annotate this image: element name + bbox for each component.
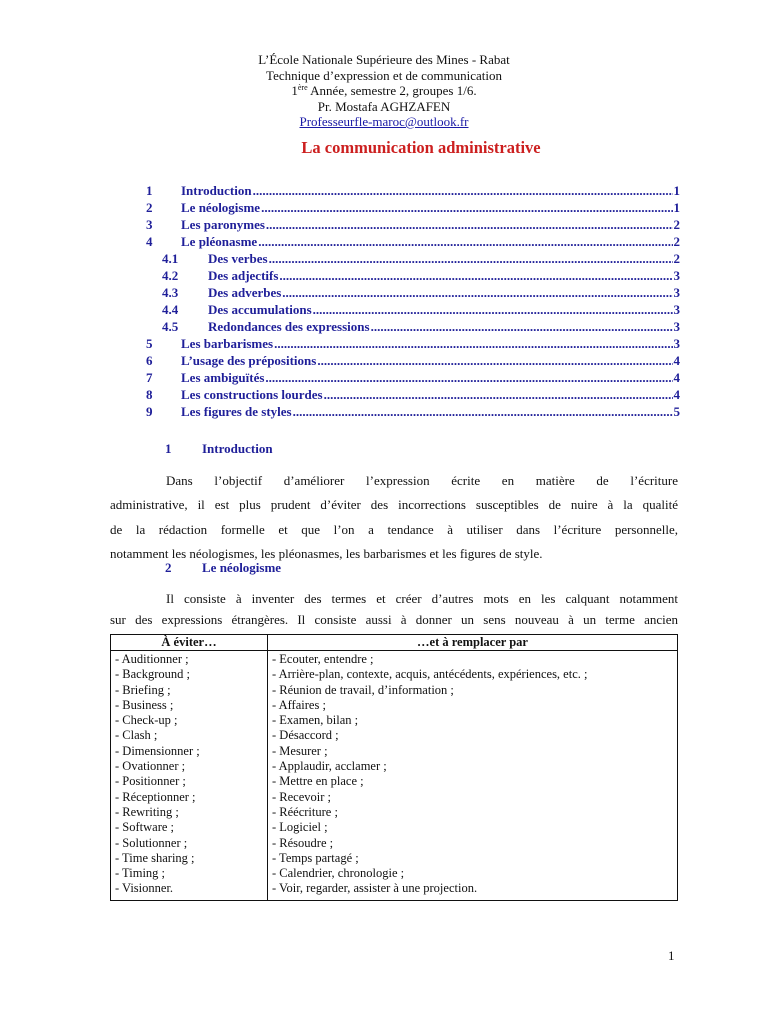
toc-number: 5: [146, 336, 153, 351]
toc-page-number: 2: [673, 217, 680, 232]
replacement-term: - Applaudir, acclamer ;: [272, 759, 387, 774]
replace-column: [268, 651, 678, 901]
toc-entry[interactable]: [146, 216, 680, 233]
toc-leader-dots: [265, 369, 672, 386]
column-header-replace: …et à remplacer par: [268, 635, 678, 651]
toc-number: 3: [146, 217, 153, 232]
toc-leader-dots: [313, 301, 673, 318]
replacement-term: - Affaires ;: [272, 697, 326, 712]
section-title: Le néologisme: [202, 560, 282, 575]
avoid-term: - Positionner ;: [115, 774, 186, 789]
replacement-term: - Désaccord ;: [272, 728, 339, 743]
section-2-heading: [165, 560, 281, 576]
replacement-term: - Logiciel ;: [272, 820, 328, 835]
toc-entry[interactable]: [146, 318, 680, 335]
toc-leader-dots: [261, 199, 672, 216]
neologism-paragraph: [110, 588, 678, 630]
toc-label: Des verbes: [208, 251, 268, 266]
avoid-term: - Rewriting ;: [115, 804, 179, 819]
replacement-term: - Mettre en place ;: [272, 774, 364, 789]
avoid-term: - Briefing ;: [115, 682, 171, 697]
paragraph-line: administrative, il est plus prudent d’éviter des incorrections susceptibles de nuire à la qualité: [110, 497, 678, 513]
toc-label: Des adjectifs: [208, 268, 279, 283]
toc-page-number: 2: [673, 251, 680, 266]
toc-number: 4.1: [162, 251, 179, 266]
document-title: La communication administrative: [301, 138, 541, 157]
toc-number: 2: [146, 200, 153, 215]
neologism-table: [110, 634, 678, 901]
avoid-term: - Dimensionner ;: [115, 743, 200, 758]
toc-leader-dots: [274, 335, 672, 352]
toc-label: Le néologisme: [181, 200, 261, 215]
toc-number: 8: [146, 387, 153, 402]
toc-entry[interactable]: [146, 182, 680, 199]
toc-page-number: 1: [673, 200, 680, 215]
toc-number: 4: [146, 234, 153, 249]
toc-entry[interactable]: [146, 199, 680, 216]
replacement-term: - Voir, regarder, assister à une projection.: [272, 881, 478, 896]
toc-page-number: 5: [673, 404, 680, 419]
toc-page-number: 4: [673, 353, 680, 368]
toc-number: 7: [146, 370, 153, 385]
replacement-term: - Temps partagé ;: [272, 850, 359, 865]
section-number: 1: [165, 441, 172, 456]
avoid-term: - Software ;: [115, 820, 175, 835]
toc-leader-dots: [293, 403, 673, 420]
toc-page-number: 3: [673, 302, 680, 317]
toc-number: 4.3: [162, 285, 179, 300]
paragraph-line: de la rédaction formelle et que l’on a tendance à utiliser dans l’écriture personnelle,: [110, 521, 678, 537]
year-info: [0, 83, 768, 99]
toc-entry[interactable]: [146, 386, 680, 403]
toc-page-number: 4: [673, 370, 680, 385]
toc-label: L’usage des prépositions: [181, 353, 317, 368]
paragraph-line: notamment les néologismes, les pléonasmes, les barbarismes et les figures de style.: [110, 545, 543, 561]
toc-label: Redondances des expressions: [208, 319, 370, 334]
replacement-term: - Arrière-plan, contexte, acquis, antécédents, expériences, etc. ;: [272, 667, 588, 682]
replacement-term: - Mesurer ;: [272, 743, 328, 758]
toc-label: Le pléonasme: [181, 234, 258, 249]
toc-label: Les barbarismes: [181, 336, 274, 351]
section-title: Introduction: [202, 441, 273, 456]
avoid-term: - Auditionner ;: [115, 652, 189, 666]
toc-leader-dots: [269, 250, 673, 267]
toc-entry[interactable]: [146, 403, 680, 420]
toc-leader-dots: [266, 216, 673, 233]
toc-page-number: 1: [673, 183, 680, 198]
toc-page-number: 3: [673, 319, 680, 334]
toc-label: Des accumulations: [208, 302, 312, 317]
avoid-term: - Solutionner ;: [115, 835, 188, 850]
toc-page-number: 2: [673, 234, 680, 249]
toc-label: Les paronymes: [181, 217, 265, 232]
document-header: [0, 52, 768, 130]
paragraph-line: Il consiste à inventer des termes et créer d’autres mots en les calquant notamment: [166, 591, 678, 606]
toc-page-number: 3: [673, 268, 680, 283]
toc-number: 9: [146, 404, 153, 419]
replacement-term: - Examen, bilan ;: [272, 713, 359, 728]
section-number: 2: [165, 560, 172, 575]
course-name: Technique d’expression et de communication: [266, 67, 502, 83]
toc-leader-dots: [371, 318, 673, 335]
avoid-term: - Ovationner ;: [115, 759, 186, 774]
toc-leader-dots: [258, 233, 672, 250]
toc-entry[interactable]: [146, 301, 680, 318]
professor-name: Pr. Mostafa AGHZAFEN: [317, 98, 451, 114]
avoid-term: - Background ;: [115, 667, 190, 682]
replacement-term: - Ecouter, entendre ;: [272, 652, 374, 666]
toc-entry[interactable]: [146, 335, 680, 352]
toc-number: 4.2: [162, 268, 179, 283]
table-of-contents: [146, 182, 680, 420]
toc-entry[interactable]: [146, 233, 680, 250]
page-number: 1: [668, 948, 675, 963]
toc-label: Les figures de styles: [181, 404, 292, 419]
toc-label: Des adverbes: [208, 285, 282, 300]
toc-page-number: 4: [673, 387, 680, 402]
avoid-term: - Business ;: [115, 697, 174, 712]
avoid-term: - Clash ;: [115, 728, 158, 743]
toc-leader-dots: [317, 352, 672, 369]
toc-label: Les ambiguïtés: [181, 370, 265, 385]
paragraph-line: sur des expressions étrangères. Il consiste aussi à donner un sens nouveau à un terme ancien: [110, 612, 678, 627]
avoid-column: [111, 651, 268, 901]
toc-label: Les constructions lourdes: [181, 387, 323, 402]
email-link[interactable]: Professeurfle-maroc@outlook.fr: [299, 114, 469, 129]
replacement-term: - Résoudre ;: [272, 835, 334, 850]
paragraph-line: Dans l’objectif d’améliorer l’expression écrite en matière de l’écriture: [166, 473, 678, 488]
avoid-term: - Réceptionner ;: [115, 789, 196, 804]
toc-entry[interactable]: [146, 284, 680, 301]
toc-number: 1: [146, 183, 153, 198]
avoid-term: - Time sharing ;: [115, 850, 195, 865]
avoid-term: - Timing ;: [115, 866, 166, 881]
column-header-avoid: À éviter…: [111, 635, 268, 651]
school-name: L’École Nationale Supérieure des Mines - Rabat: [258, 52, 510, 67]
introduction-paragraph: [110, 469, 678, 566]
toc-entry[interactable]: [146, 267, 680, 284]
replacement-term: - Réunion de travail, d’information ;: [272, 682, 454, 697]
toc-label: Introduction: [181, 183, 252, 198]
year-superscript: ère: [297, 83, 308, 92]
year-number: 1: [291, 83, 298, 98]
year-rest: Année, semestre 2, groupes 1/6.: [307, 83, 477, 98]
replacement-term: - Calendrier, chronologie ;: [272, 866, 405, 881]
toc-entry[interactable]: [146, 352, 680, 369]
replacement-term: - Réécriture ;: [272, 804, 338, 819]
toc-leader-dots: [253, 182, 673, 199]
toc-entry[interactable]: [146, 369, 680, 386]
toc-entry[interactable]: [146, 250, 680, 267]
toc-page-number: 3: [673, 285, 680, 300]
avoid-term: - Check-up ;: [115, 713, 178, 728]
toc-page-number: 3: [673, 336, 680, 351]
toc-leader-dots: [279, 267, 672, 284]
avoid-term: - Visionner.: [115, 881, 174, 896]
section-1-heading: [165, 441, 273, 457]
replacement-term: - Recevoir ;: [272, 789, 332, 804]
toc-leader-dots: [282, 284, 672, 301]
toc-leader-dots: [324, 386, 673, 403]
toc-number: 4.4: [162, 302, 179, 317]
toc-number: 6: [146, 353, 153, 368]
toc-number: 4.5: [162, 319, 179, 334]
